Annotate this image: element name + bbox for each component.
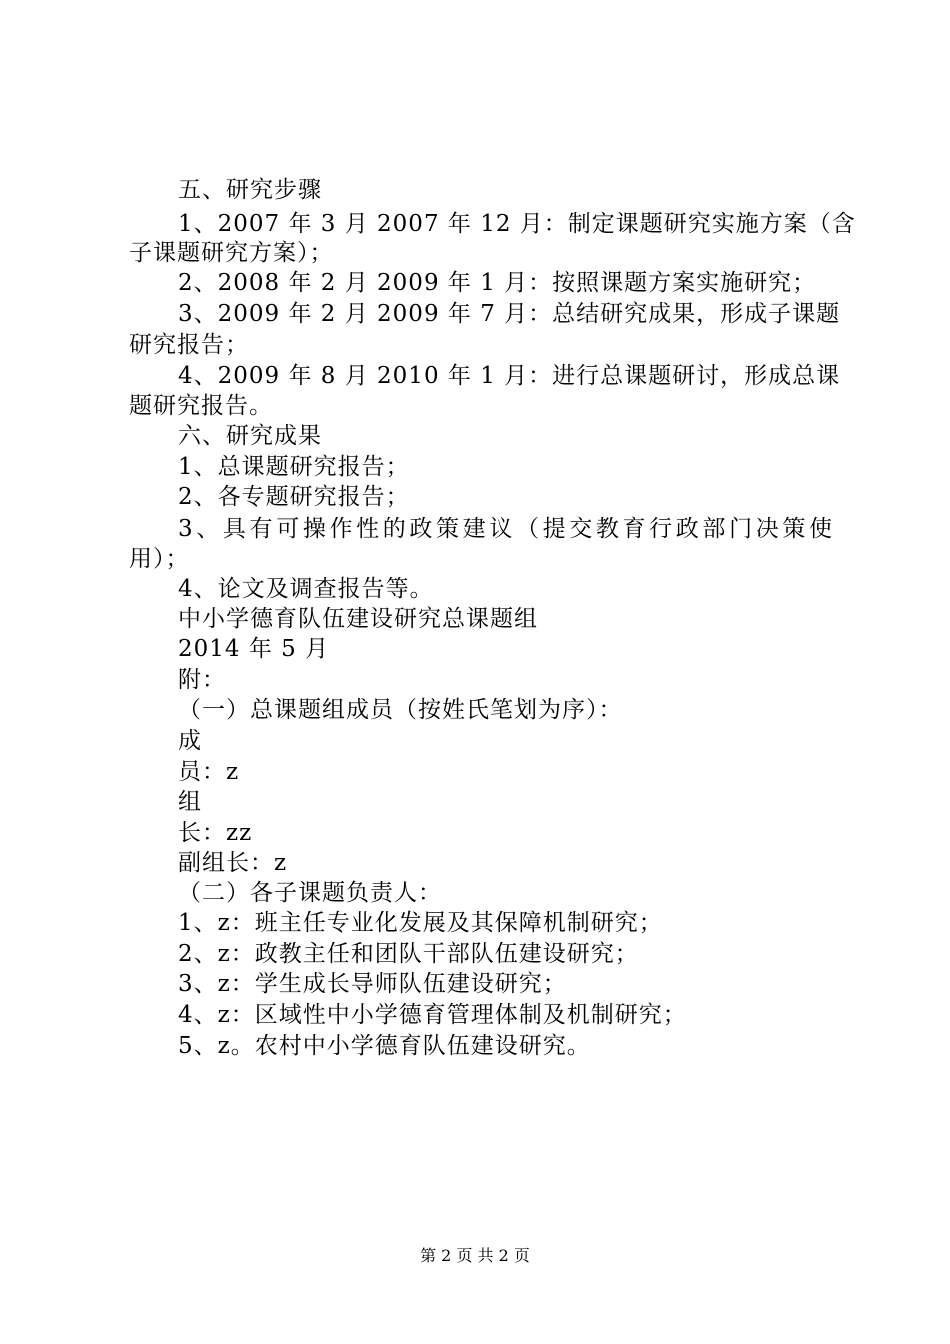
result-3-line-2: 用）； — [129, 546, 190, 572]
appendix-label: 附： — [178, 667, 226, 693]
subproject-3: 3、z：学生成长导师队伍建设研究； — [178, 971, 567, 997]
appendix-heading-subproject-leads: （二）各子课题负责人： — [178, 880, 442, 906]
members-label-part-1: 成 — [178, 728, 202, 754]
document-date: 2014 年 5 月 — [178, 636, 330, 662]
leader-value: 长：zz — [178, 820, 253, 846]
step-4-line-2: 题研究报告。 — [129, 393, 273, 419]
result-4: 4、论文及调查报告等。 — [178, 576, 434, 602]
appendix-heading-members: （一）总课题组成员（按姓氏笔划为序）： — [178, 697, 623, 723]
subproject-1: 1、z：班主任专业化发展及其保障机制研究； — [178, 910, 663, 936]
step-4-line-1: 4、2009 年 8 月 2010 年 1 月：进行总课题研讨，形成总课 — [178, 363, 841, 389]
section-heading-research-steps: 五、研究步骤 — [178, 177, 322, 203]
subproject-5: 5、z。农村中小学德育队伍建设研究。 — [178, 1033, 591, 1059]
result-2: 2、各专题研究报告； — [178, 484, 410, 510]
step-1-line-2: 子课题研究方案）； — [129, 240, 334, 266]
step-3-line-1: 3、2009 年 2 月 2009 年 7 月：总结研究成果，形成子课题 — [178, 301, 841, 327]
members-value: 员：z — [178, 759, 240, 785]
deputy-leader-value: 副组长：z — [178, 850, 288, 876]
subproject-2: 2、z：政教主任和团队干部队伍建设研究； — [178, 941, 639, 967]
page-number-footer: 第 2 页 共 2 页 — [420, 1246, 530, 1265]
subproject-4: 4、z：区域性中小学德育管理体制及机制研究； — [178, 1002, 687, 1028]
leader-label-part-1: 组 — [178, 789, 202, 815]
result-1: 1、总课题研究报告； — [178, 454, 410, 480]
section-heading-research-results: 六、研究成果 — [178, 423, 322, 449]
result-3-line-1: 3、具有可操作性的政策建议（提交教育行政部门决策使 — [178, 516, 833, 542]
step-1-line-1: 1、2007 年 3 月 2007 年 12 月：制定课题研究实施方案（含 — [178, 211, 856, 237]
step-2: 2、2008 年 2 月 2009 年 1 月：按照课题方案实施研究； — [178, 270, 817, 296]
step-3-line-2: 研究报告； — [129, 332, 249, 358]
organization-signature: 中小学德育队伍建设研究总课题组 — [178, 606, 538, 632]
